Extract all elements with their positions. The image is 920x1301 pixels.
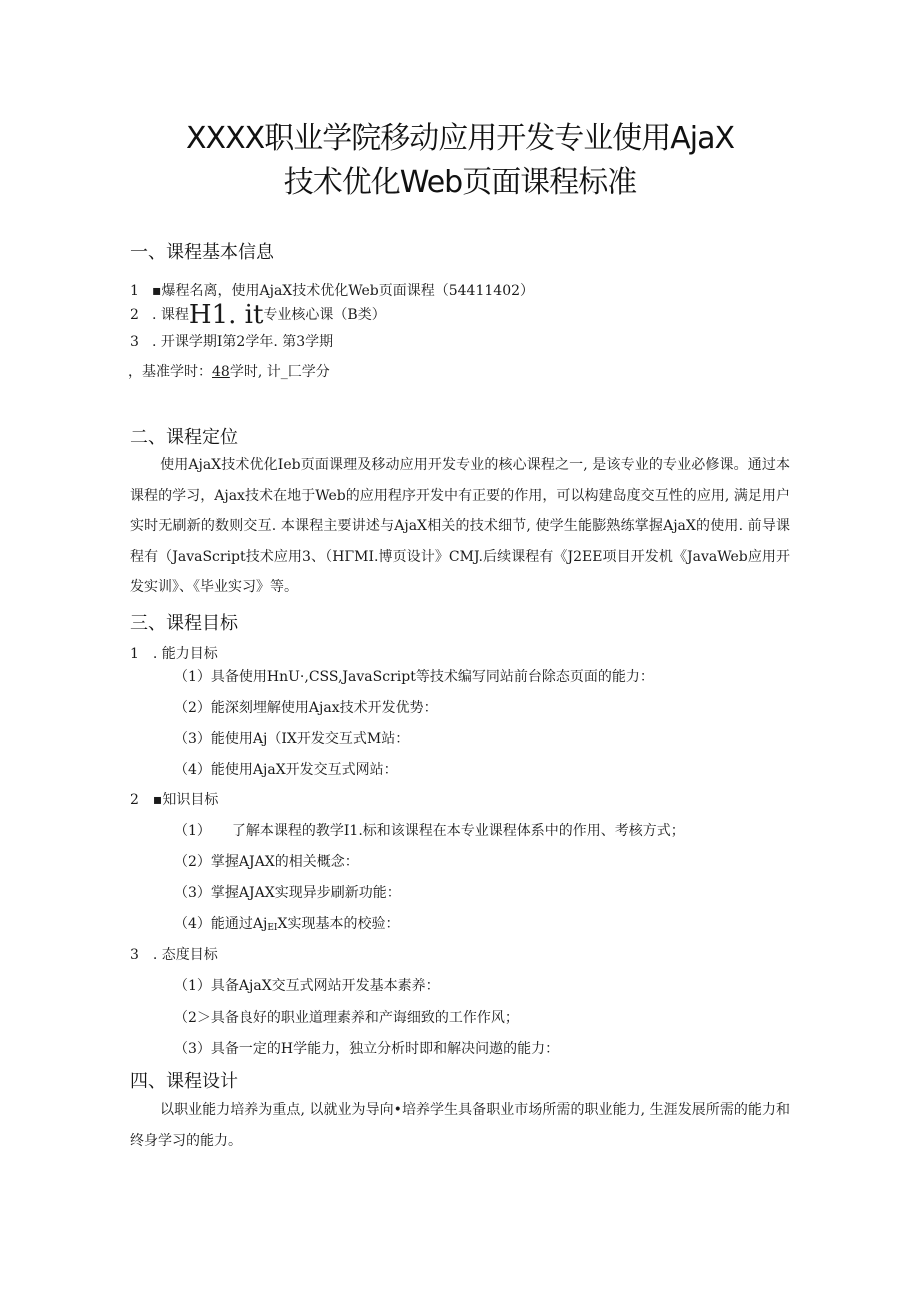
section-heading-basic-info: 一、课程基本信息: [130, 242, 274, 263]
knowledge-objectives-label: 2 ▪知识目标: [130, 792, 219, 808]
attitude-item-1: （1）具备AjaX交互式网站开发基本素养：: [174, 978, 440, 994]
positioning-paragraph-text: 使用AjaX技术优化Ieb页面课理及移动应用开发专业的核心课程之一, 是该专业的专业必修课。通过本课程的学习，Ajax技术在地于Web的应用程序开发中有正要的作用，可以构建岛度交互性的应用, 满足用户实时无刷新的数则交互. 本课程主要讲述与AjaX相关的技术细节, 使学生能膨熟练掌握AjaX的使用. 前导课程有（JavaScript技术应用3、（HΓMI.博页设计》CMJ.后续课程有《J2EE项目开发机《JavaWeb应用开发实训》、《毕业实习》等。: [130, 457, 790, 595]
attitude-item-3: （3）具备一定的H学能力，独立分析时即和解决问遨的能力：: [174, 1041, 560, 1057]
knowledge-item-4: [174, 915, 399, 937]
basic-info-item-4: [128, 363, 330, 381]
ability-item-1: （1）具备使用HnU·,CSS,JavaScript等技术编写同站前台除态页面的能力：: [174, 669, 654, 685]
item-number: 1: [130, 283, 139, 299]
ability-objectives-label: 1 . 能力目标: [130, 646, 218, 662]
item-number: 3: [130, 334, 139, 350]
knowledge-item-1: （1） 了解本课程的教学I1.标和该课程在本专业课程体系中的作用、考核方式；: [174, 823, 685, 839]
section-heading-positioning: 二、课程定位: [130, 427, 238, 448]
basic-info-item-3: [130, 333, 333, 351]
knowledge-item-3: （3）掌握AJAX实现异步刷新功能：: [174, 885, 401, 901]
course-name-text: ▪爆程名离，使用AjaX技术优化Web页面课程（54411402）: [152, 283, 535, 299]
attitude-objectives-label: 3 . 态度目标: [130, 947, 218, 963]
course-type-prefix: . 课程: [152, 307, 189, 323]
attitude-item-2: （2＞具备良好的职业道理素养和产诲细致的工作作风；: [174, 1010, 519, 1026]
design-paragraph-text: 以职业能力培养为重点, 以就业为导向•培养学生具备职业市场所需的职业能力, 生涯发展所需的能力和终身学习的能力。: [130, 1102, 790, 1149]
hours-suffix: 学时, 计_匚学分: [229, 364, 330, 380]
ability-item-4: （4）能使用AjaX开发交互式网站：: [174, 762, 398, 778]
ability-item-2: （2）能深刻埋解使用Ajax技术开发优势：: [174, 700, 438, 716]
document-title-line-2: 技术优化Web页面课程标准: [283, 165, 637, 200]
positioning-paragraph: [130, 450, 790, 603]
ability-item-3: （3）能使用Aj（IX开发交互式M站：: [174, 731, 410, 747]
hours-prefix: ，基准学时：: [128, 364, 212, 380]
basic-info-item-1: [130, 282, 534, 300]
semester-text: . 开课学期Ⅰ第2学年. 第3学期: [152, 334, 334, 350]
knowledge-item-4-prefix: （4）能通过Aj: [174, 916, 268, 932]
design-paragraph: [130, 1095, 790, 1156]
document-title-line-1: XXXX职业学院移动应用开发专业使用AjaX: [186, 121, 734, 156]
item-number: 2: [130, 307, 139, 323]
knowledge-item-4-suffix: X实现基本的校验：: [277, 916, 400, 932]
section-heading-objectives: 三、课程目标: [130, 613, 238, 634]
course-type-suffix: 专业核心课（B类）: [263, 307, 386, 323]
basic-info-item-2: [130, 300, 386, 330]
knowledge-item-4-subscript: EI: [267, 923, 278, 933]
section-heading-design: 四、课程设计: [130, 1071, 238, 1092]
knowledge-item-2: （2）掌握AJAX的相关概念：: [174, 854, 359, 870]
hours-value: 48: [212, 364, 230, 380]
course-type-large-text: H1. it: [188, 300, 264, 330]
